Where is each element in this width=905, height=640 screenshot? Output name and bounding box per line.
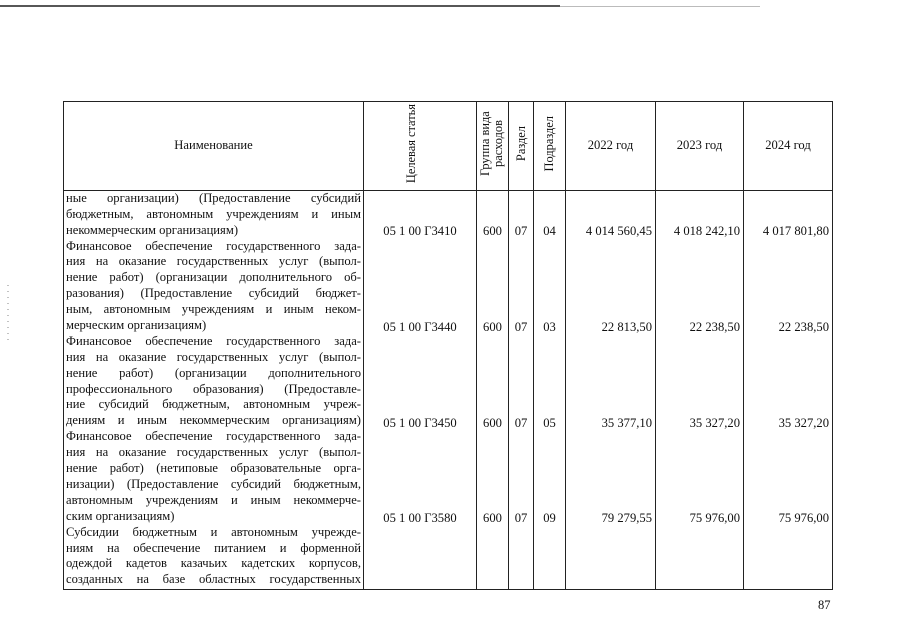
name-line: ния на оказание государственных услуг (выпол- [66, 254, 361, 269]
amount-2024-cell: 75 976,00 [778, 510, 829, 525]
name-line: ным, автономным учреждениям и иным неком- [66, 302, 361, 317]
name-line: ния на оказание государственных услуг (выпол- [66, 445, 361, 460]
amount-2024-cell: 4 017 801,80 [762, 223, 829, 238]
budget-table [63, 101, 833, 590]
scan-margin-dots [7, 285, 9, 345]
target-article-column [364, 190, 477, 589]
year-2023-column [656, 190, 744, 589]
name-line: нение работ) (организации дополнительного об- [66, 270, 361, 285]
expense-group-cell: 600 [483, 223, 502, 238]
expense-group-cell: 600 [483, 415, 502, 430]
name-line: ским организациям) [66, 508, 175, 523]
name-line: мерческим организациям) [66, 318, 207, 333]
name-line: ные организации) (Предоставление субсидий [66, 190, 361, 205]
name-line: ния на оказание государственных услуг (выпол- [66, 349, 361, 364]
subsection-cell: 03 [543, 319, 556, 334]
expense-group-cell: 600 [483, 319, 502, 334]
amount-2023-cell: 22 238,50 [689, 319, 740, 334]
header-target-article [364, 102, 477, 191]
name-line: нение работ) (нетиповые образовательные орга- [66, 461, 361, 476]
header-subsection [534, 102, 566, 191]
header-expense-group [477, 102, 509, 191]
amount-2022-cell: 79 279,55 [601, 510, 652, 525]
amount-2023-cell: 75 976,00 [689, 510, 740, 525]
name-line: Финансовое обеспечение государственного зада- [66, 333, 361, 348]
subsection-column [534, 190, 566, 589]
scan-top-edge [0, 5, 560, 7]
header-year-2022: 2022 год [566, 102, 656, 191]
section-cell: 07 [514, 319, 528, 334]
scan-top-edge-faint [560, 6, 760, 7]
target-article-cell: 05 1 00 Г3450 [383, 415, 457, 430]
expense-group-column [477, 190, 509, 589]
header-expense-group-label: Группа вида расходов [477, 111, 505, 176]
header-section-label: Раздел [513, 125, 528, 162]
header-name: Наименование [64, 102, 364, 191]
name-line: Финансовое обеспечение государственного зада- [66, 429, 361, 444]
name-line: автономным учреждениям и иным некоммерче- [66, 492, 361, 507]
amount-2024-cell: 35 327,20 [778, 415, 829, 430]
page-number: 87 [818, 598, 831, 612]
amount-2022-cell: 22 813,50 [601, 319, 652, 334]
name-line: низации) (Предоставление субсидий бюджетным, [66, 476, 361, 491]
header-section [509, 102, 534, 191]
header-year-2023: 2023 год [656, 102, 744, 191]
name-text-block [64, 191, 363, 588]
name-line: ние субсидий бюджетным, автономным учреж- [66, 397, 361, 412]
target-article-cell: 05 1 00 Г3410 [383, 223, 457, 238]
name-line: созданных на базе областных государственных [66, 572, 361, 587]
table-body-row [64, 190, 833, 589]
year-2022-column [566, 190, 656, 589]
amount-2023-cell: 4 018 242,10 [673, 223, 740, 238]
name-line: некоммерческим организациям) [66, 222, 239, 237]
table-header-row [64, 102, 833, 191]
section-cell: 07 [514, 510, 528, 525]
name-line: нение работ) (организации дополнительного [66, 365, 361, 380]
header-subsection-label: Подраздел [542, 115, 556, 172]
header-year-2024: 2024 год [744, 102, 833, 191]
target-article-cell: 05 1 00 Г3580 [383, 510, 457, 525]
name-line: Субсидии бюджетным и автономным учрежде- [66, 524, 361, 539]
section-cell: 07 [514, 415, 528, 430]
amount-2023-cell: 35 327,20 [689, 415, 740, 430]
amount-2024-cell: 22 238,50 [778, 319, 829, 334]
name-line: дениям и иным некоммерческим организациям) [66, 413, 361, 428]
subsection-cell: 05 [543, 415, 556, 430]
header-target-article-label: Целевая статья [404, 103, 418, 184]
name-line: бюджетным, автономным учреждениям и иным [66, 206, 361, 221]
name-line: профессионального образования) (Предоставле- [66, 381, 361, 396]
section-column [509, 190, 534, 589]
section-cell: 07 [514, 223, 528, 238]
name-line: Финансовое обеспечение государственного зада- [66, 238, 361, 253]
subsection-cell: 09 [543, 510, 556, 525]
target-article-cell: 05 1 00 Г3440 [383, 319, 457, 334]
name-line: разования) (Предоставление субсидий бюджет- [66, 286, 361, 301]
amount-2022-cell: 4 014 560,45 [585, 223, 652, 238]
name-line: одеждой кадетов казачьих кадетских корпусов, [66, 556, 361, 571]
amount-2022-cell: 35 377,10 [601, 415, 652, 430]
name-column [64, 190, 364, 589]
name-line: ниям на обеспечение питанием и форменной [66, 540, 361, 555]
year-2024-column [744, 190, 833, 589]
expense-group-cell: 600 [483, 510, 502, 525]
subsection-cell: 04 [543, 223, 556, 238]
